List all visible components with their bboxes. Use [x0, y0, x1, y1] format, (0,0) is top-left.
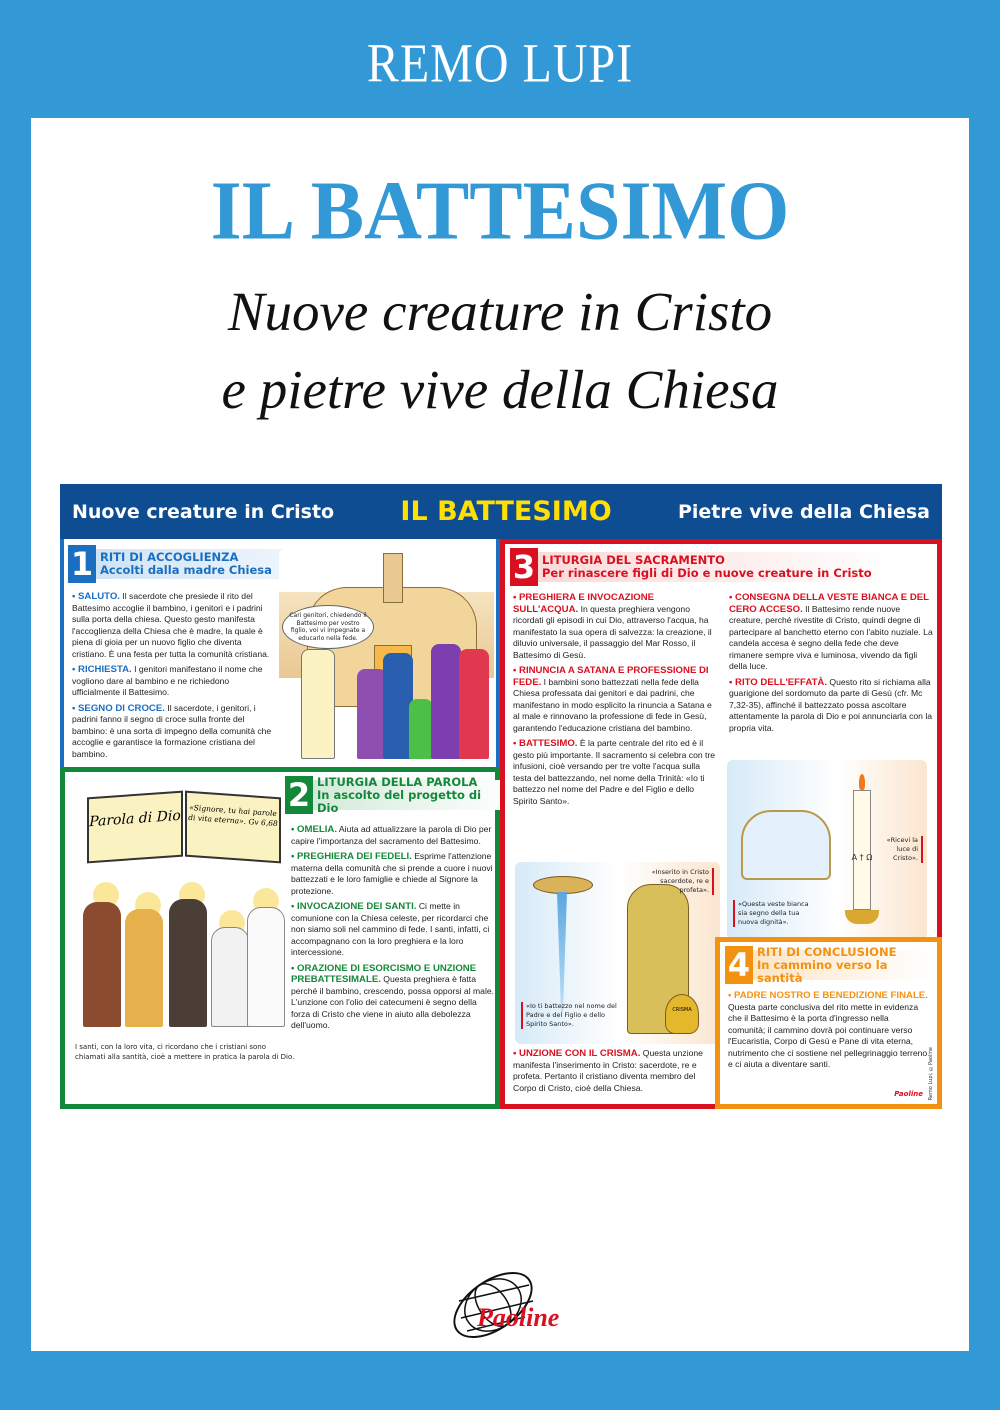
- poster-publisher-logo: Paoline: [894, 1090, 923, 1098]
- water-stream-icon: [557, 892, 567, 1012]
- list-item: • PREGHIERA E INVOCAZIONE SULL'ACQUA. In questa preghiera vengono ricordati gli episodi in cui Dio, attraverso l'acqua, ha manifestato la sua opera di salvezza: la creazione, il diluvio universale, il passaggio del Mar Rosso, il Battesimo di Gesù.: [513, 592, 712, 660]
- candle-holder-icon: [845, 910, 879, 924]
- godmother-figure: [459, 649, 489, 759]
- poster-header: [60, 484, 942, 539]
- book-subtitle-line2: e pietre vive della Chiesa: [221, 359, 779, 420]
- quote-baptism: «Io ti battezzo nel nome del Padre e del Figlio e dello Spirito Santo».: [521, 1002, 621, 1029]
- poster-header-right: Pietre vive della Chiesa: [677, 500, 930, 523]
- quote-candle: «Ricevi la luce di Cristo».: [881, 836, 923, 863]
- candle-symbols: A † Ω: [851, 853, 873, 862]
- publisher-logo: [441, 1263, 566, 1353]
- godfather-figure: [431, 644, 461, 759]
- church-illustration: [279, 549, 494, 764]
- section-3-header: [510, 548, 898, 586]
- section-number: 4: [725, 946, 753, 984]
- section-3-text-right: [729, 592, 934, 738]
- section-1-text: [72, 591, 272, 764]
- section-3-text-bottom: [513, 1048, 718, 1098]
- candle-icon: [853, 790, 871, 910]
- author-name: REMO LUPI: [366, 33, 634, 94]
- list-item: • BATTESIMO. È la parte centrale del rito ed è il gesto più importante. Il sacramento si celebra con tre infusioni, cioè versando per tre volte l'acqua sulla testa del battezzando, nel nome della Trinità: «Io ti battezzo nel nome del Padre e del Figlio e dello Spirito Santo».: [513, 738, 716, 806]
- poster-header-title: IL BATTESIMO: [400, 496, 612, 527]
- section-4-panel: [715, 937, 942, 1109]
- saints-illustration: [73, 882, 285, 1027]
- section-4-text: [728, 990, 928, 1075]
- poster-header-left: Nuove creature in Cristo: [72, 500, 335, 523]
- section-subtitle: In cammino verso la santità: [757, 957, 888, 985]
- section-4-header: [725, 946, 933, 984]
- baptism-illustration: [515, 862, 720, 1044]
- list-item: • INVOCAZIONE DEI SANTI. Ci mette in comunione con la Chiesa celeste, per ricordarci che non siamo soli nel cammino di fede. I santi, infatti, ci accompagnano con la loro preghiera e la loro intercessione.: [291, 901, 490, 957]
- list-item: • OMELIA. Aiuta ad attualizzare la parola di Dio per capire l'importanza del sacramento del Battesimo.: [291, 824, 492, 846]
- list-item: • UNZIONE CON IL CRISMA. Questa unzione manifesta l'inserimento in Cristo: sacerdote, re e profeta. Pertanto il cristiano diventa membro del Corpo di Cristo, cioè della Chiesa.: [513, 1048, 703, 1093]
- section-2-text: [291, 824, 496, 1036]
- book-title: IL BATTESIMO: [210, 164, 790, 258]
- section-subtitle: Per rinascere figli di Dio e nuove creature in Cristo: [542, 566, 872, 580]
- section-subtitle: In ascolto del progetto di Dio: [317, 787, 482, 815]
- book-right-page: «Signore, tu hai parole di vita eterna». Gv 6,68: [185, 791, 281, 864]
- list-item: • RITO DELL'EFFATÀ. Questo rito si richiama alla guarigione del sordomuto da parte di Gesù (cfr. Mc 7,32-35), affinché il battezzato possa ascoltare attentamente la parola di Dio e poi annunciarla con la propria vita.: [729, 676, 933, 733]
- list-item: • RINUNCIA A SATANA E PROFESSIONE DI FEDE. I bambini sono battezzati nella fede della Chiesa professata dai genitori e dai padrini, che manifestano in modo esplicito la rinuncia a Satana e al male e rinnovano la professione di fede in Gesù, garantendo l'educazione cristiana del bambino.: [513, 665, 712, 733]
- section-1-panel: [60, 539, 500, 767]
- list-item: • SALUTO. Il sacerdote che presiede il rito del Battesimo accoglie il bambino, i genitori e i padrini sulla porta della chiesa. Questo gesto manifesta l'accoglienza della Chiesa che è madre, la quale è piena di gioia per un nuovo figlio che diventa cristiano. È una festa per tutta la comunità cristiana.: [72, 591, 270, 659]
- saints-caption: I santi, con la loro vita, ci ricordano che i cristiani sono chiamati alla santità, cioè a mettere in pratica la parola di Dio.: [75, 1043, 295, 1061]
- book-left-page: Parola di Dio: [87, 791, 183, 864]
- bible-illustration: [85, 784, 285, 870]
- section-title: RITI DI ACCOGLIENZA: [100, 550, 239, 564]
- list-item: • PADRE NOSTRO E BENEDIZIONE FINALE. Questa parte conclusiva del rito mette in evidenza che il Battesimo è la porta d'ingresso nella comunità; il cammino dovrà poi continuare verso l'Eucaristia, Corpo di Gesù e Pane di vita eterna, nutrimento che ci sostiene nel pellegrinaggio terreno e ci aiuta a diventare santi.: [728, 990, 928, 1069]
- section-number: 2: [285, 776, 313, 814]
- section-number: 3: [510, 548, 538, 586]
- section-title: LITURGIA DEL SACRAMENTO: [542, 553, 725, 567]
- poster: [60, 484, 942, 1109]
- list-item: • CONSEGNA DELLA VESTE BIANCA E DEL CERO ACCESO. Il Battesimo rende nuove creature, perché rivestite di Cristo, quindi degne di partecipare al banchetto eterno con l'abito nuziale. La candela accesa è segno della fede che deve rimanere sempre viva e luminosa, vivendo da figli della luce.: [729, 592, 933, 671]
- list-item: • ORAZIONE DI ESORCISMO E UNZIONE PREBATTESIMALE. Questa preghiera è fatta perché il bambino, crescendo, possa opporsi al male. L'unzione con l'olio dei catecumeni è segno della forza di Cristo che viene in aiuto alla debolezza dell'uomo.: [291, 962, 495, 1030]
- crisma-vessel: CRISMA: [665, 994, 699, 1034]
- section-2-panel: [60, 767, 500, 1109]
- white-robe-icon: [741, 810, 831, 880]
- quote-robe: «Questa veste bianca sia segno della tua nuova dignità».: [733, 900, 813, 927]
- section-number: 1: [68, 545, 96, 583]
- section-subtitle: Accolti dalla madre Chiesa: [100, 563, 272, 577]
- cover-page: [31, 118, 969, 1351]
- quote-christ: «Inserito in Cristo sacerdote, re e profeta».: [648, 868, 714, 895]
- section-2-header: [285, 776, 513, 814]
- child-figure: [409, 699, 433, 759]
- section-3-text-left: [513, 592, 718, 811]
- list-item: • PREGHIERA DEI FEDELI. Esprime l'attenzione materna della comunità che si prende a cuore i nuovi battezzati e le loro famiglie e chiede al Signore la protezione.: [291, 851, 493, 896]
- list-item: • SEGNO DI CROCE. Il sacerdote, i genitori, i padrini fanno il segno di croce sulla fronte del bambino: è una sorta di impegno della comunità che accoglie e garantisce la formazione cristiana del bambino.: [72, 702, 272, 759]
- publisher-name: Paoline: [477, 1303, 560, 1332]
- priest-figure: [301, 649, 335, 759]
- list-item: • RICHIESTA. I genitori manifestano il nome che vogliono dare al bambino e ne richiedono ufficialmente il Battesimo.: [72, 664, 263, 697]
- section-title: RITI DI CONCLUSIONE: [757, 944, 897, 959]
- shell-icon: [533, 876, 593, 894]
- speech-bubble: Cari genitori, chiedendo il Battesimo per vostro figlio, voi vi impegnate a educarlo nella fede.: [282, 605, 374, 649]
- poster-credit: Remo Lupi, ©Paoline: [928, 1046, 934, 1100]
- section-title: LITURGIA DELLA PAROLA: [317, 774, 478, 789]
- flame-icon: [859, 774, 865, 790]
- robe-candle-illustration: [727, 760, 927, 940]
- book-subtitle-line1: Nuove creature in Cristo: [227, 281, 773, 342]
